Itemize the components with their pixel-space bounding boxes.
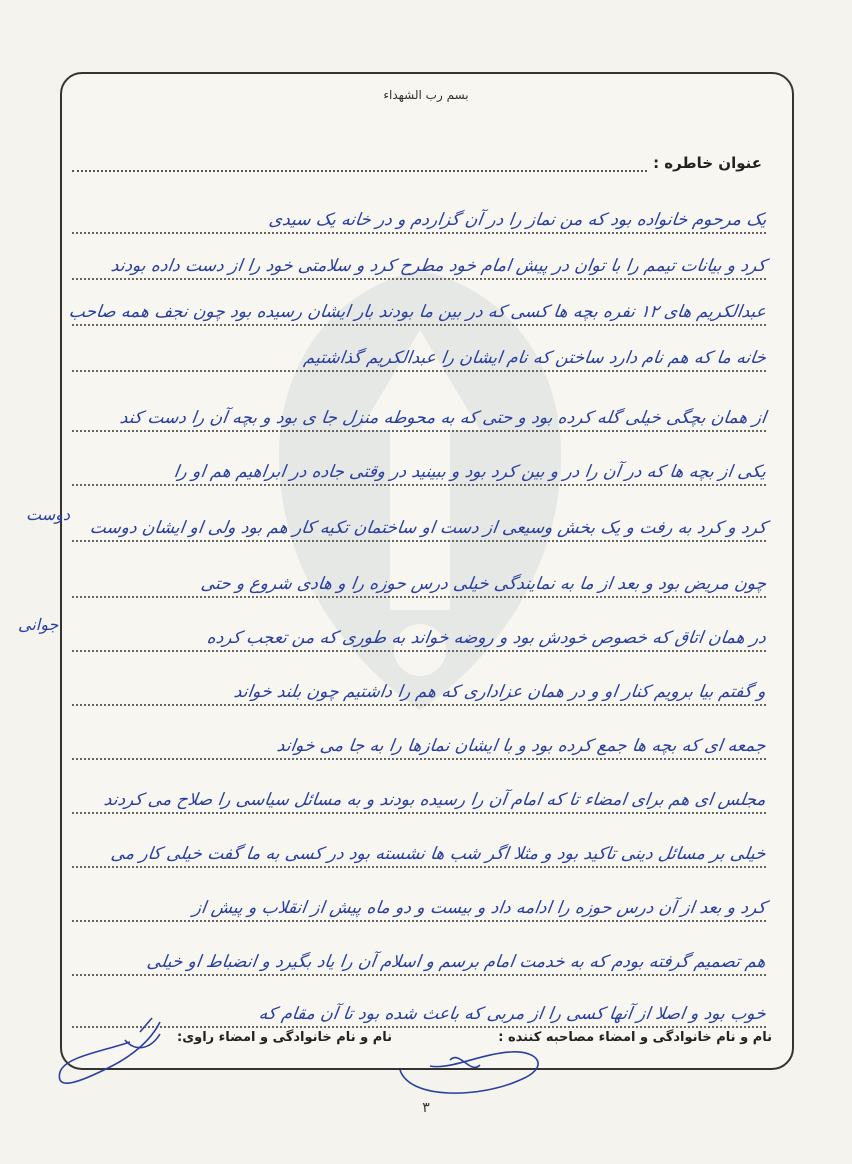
handwritten-text: در همان اتاق که خصوص خودش بود و روضه خواند به طوری که من تعجب کرده [205,628,768,648]
handwritten-text: کرد و بعد از آن درس حوزه را ادامه داد و بیست و دو ماه پیش از انقلاب و پیش از [191,898,768,918]
text-line [72,884,766,922]
text-line [72,242,766,280]
page-number: ۳ [422,1100,430,1116]
memory-title-field [72,164,647,172]
handwritten-text: هم تصمیم گرفته بودم که به خدمت امام برسم و اسلام آن را یاد بگیرد و انضباط او خیلی [145,952,768,972]
text-line [72,938,766,976]
handwritten-text: یکی از بچه ها که در آن را در و بین کرد بود و ببینید در وقتی جاده در ابراهیم هم او را [172,462,768,482]
text-line [67,288,768,326]
text-line [72,504,766,542]
handwritten-text: کرد و بیانات تیمم را با توان در پیش امام خود مطرح کرد و سلامتی خود را از دست داده بودند [109,256,768,276]
handwritten-text: خانه ما که هم نام دارد ساختن که نام ایشان را عبدالکریم گذاشتیم [302,348,768,368]
text-line [72,830,766,868]
narrator-signature-label: نام و نام خانوادگی و امضاء راوی: [177,1030,392,1045]
text-line [72,776,766,814]
handwritten-text: و گفتم بیا برویم کنار او و در همان عزاداری که هم را داشتیم چون بلند خواند [232,682,768,702]
text-line [72,334,766,372]
margin-note: جوانی [18,615,59,634]
narrator-signature [40,1012,170,1102]
text-line [72,722,766,760]
text-line [72,394,766,432]
text-line [72,990,766,1028]
handwritten-text: از همان بچگی خیلی گله کرده بود و حتی که به محوطه منزل جا ی بود و بچه آن را دست کند [118,408,768,428]
text-line [72,668,766,706]
memory-title-label: عنوان خاطره : [653,154,762,172]
memory-title-row [72,150,762,172]
handwritten-text: خیلی بر مسائل دینی تاکید بود و مثلا اگر شب ها نشسته بود در کسی به ما گفت خیلی کار می [109,844,768,864]
text-line [72,448,766,486]
handwritten-text: جمعه ای که بچه ها جمع کرده بود و با ایشان نمازها را به جا می خواند [275,736,768,756]
handwritten-text: عبدالکریم های ۱۲ نفره بچه ها کسی که در بین ما بودند بار ایشان رسیده بود چون نجف همه صاحب [67,302,768,322]
handwritten-text: مجلس ای هم برای امضاء تا که امام آن را رسیده بودند و به مسائل سیاسی را صلاح می کردند [102,790,768,810]
handwritten-text: خوب بود و اصلا از آنها کسی را از مربی که باعث شده بود تا آن مقام که [257,1004,768,1024]
text-line [72,196,766,234]
text-line [72,614,766,652]
margin-note: دوست [26,505,70,524]
text-line [72,560,766,598]
handwritten-text: یک مرحوم خانواده بود که من نماز را در آن گزاردم و در خانه یک سیدی [267,210,768,230]
interviewer-signature [390,1030,570,1100]
handwritten-text: کرد و کرد به رفت و یک بخش وسیعی از دست او ساختمان تکیه کار هم بود ولی او ایشان دوست [88,518,768,538]
page-header: بسم رب الشهداء [383,88,469,102]
handwritten-text: چون مریض بود و بعد از ما به نمایندگی خیلی درس حوزه را و هادی شروع و حتی [199,574,768,594]
interviewer-signature-label: نام و نام خانوادگی و امضاء مصاحبه کننده : [498,1030,772,1045]
